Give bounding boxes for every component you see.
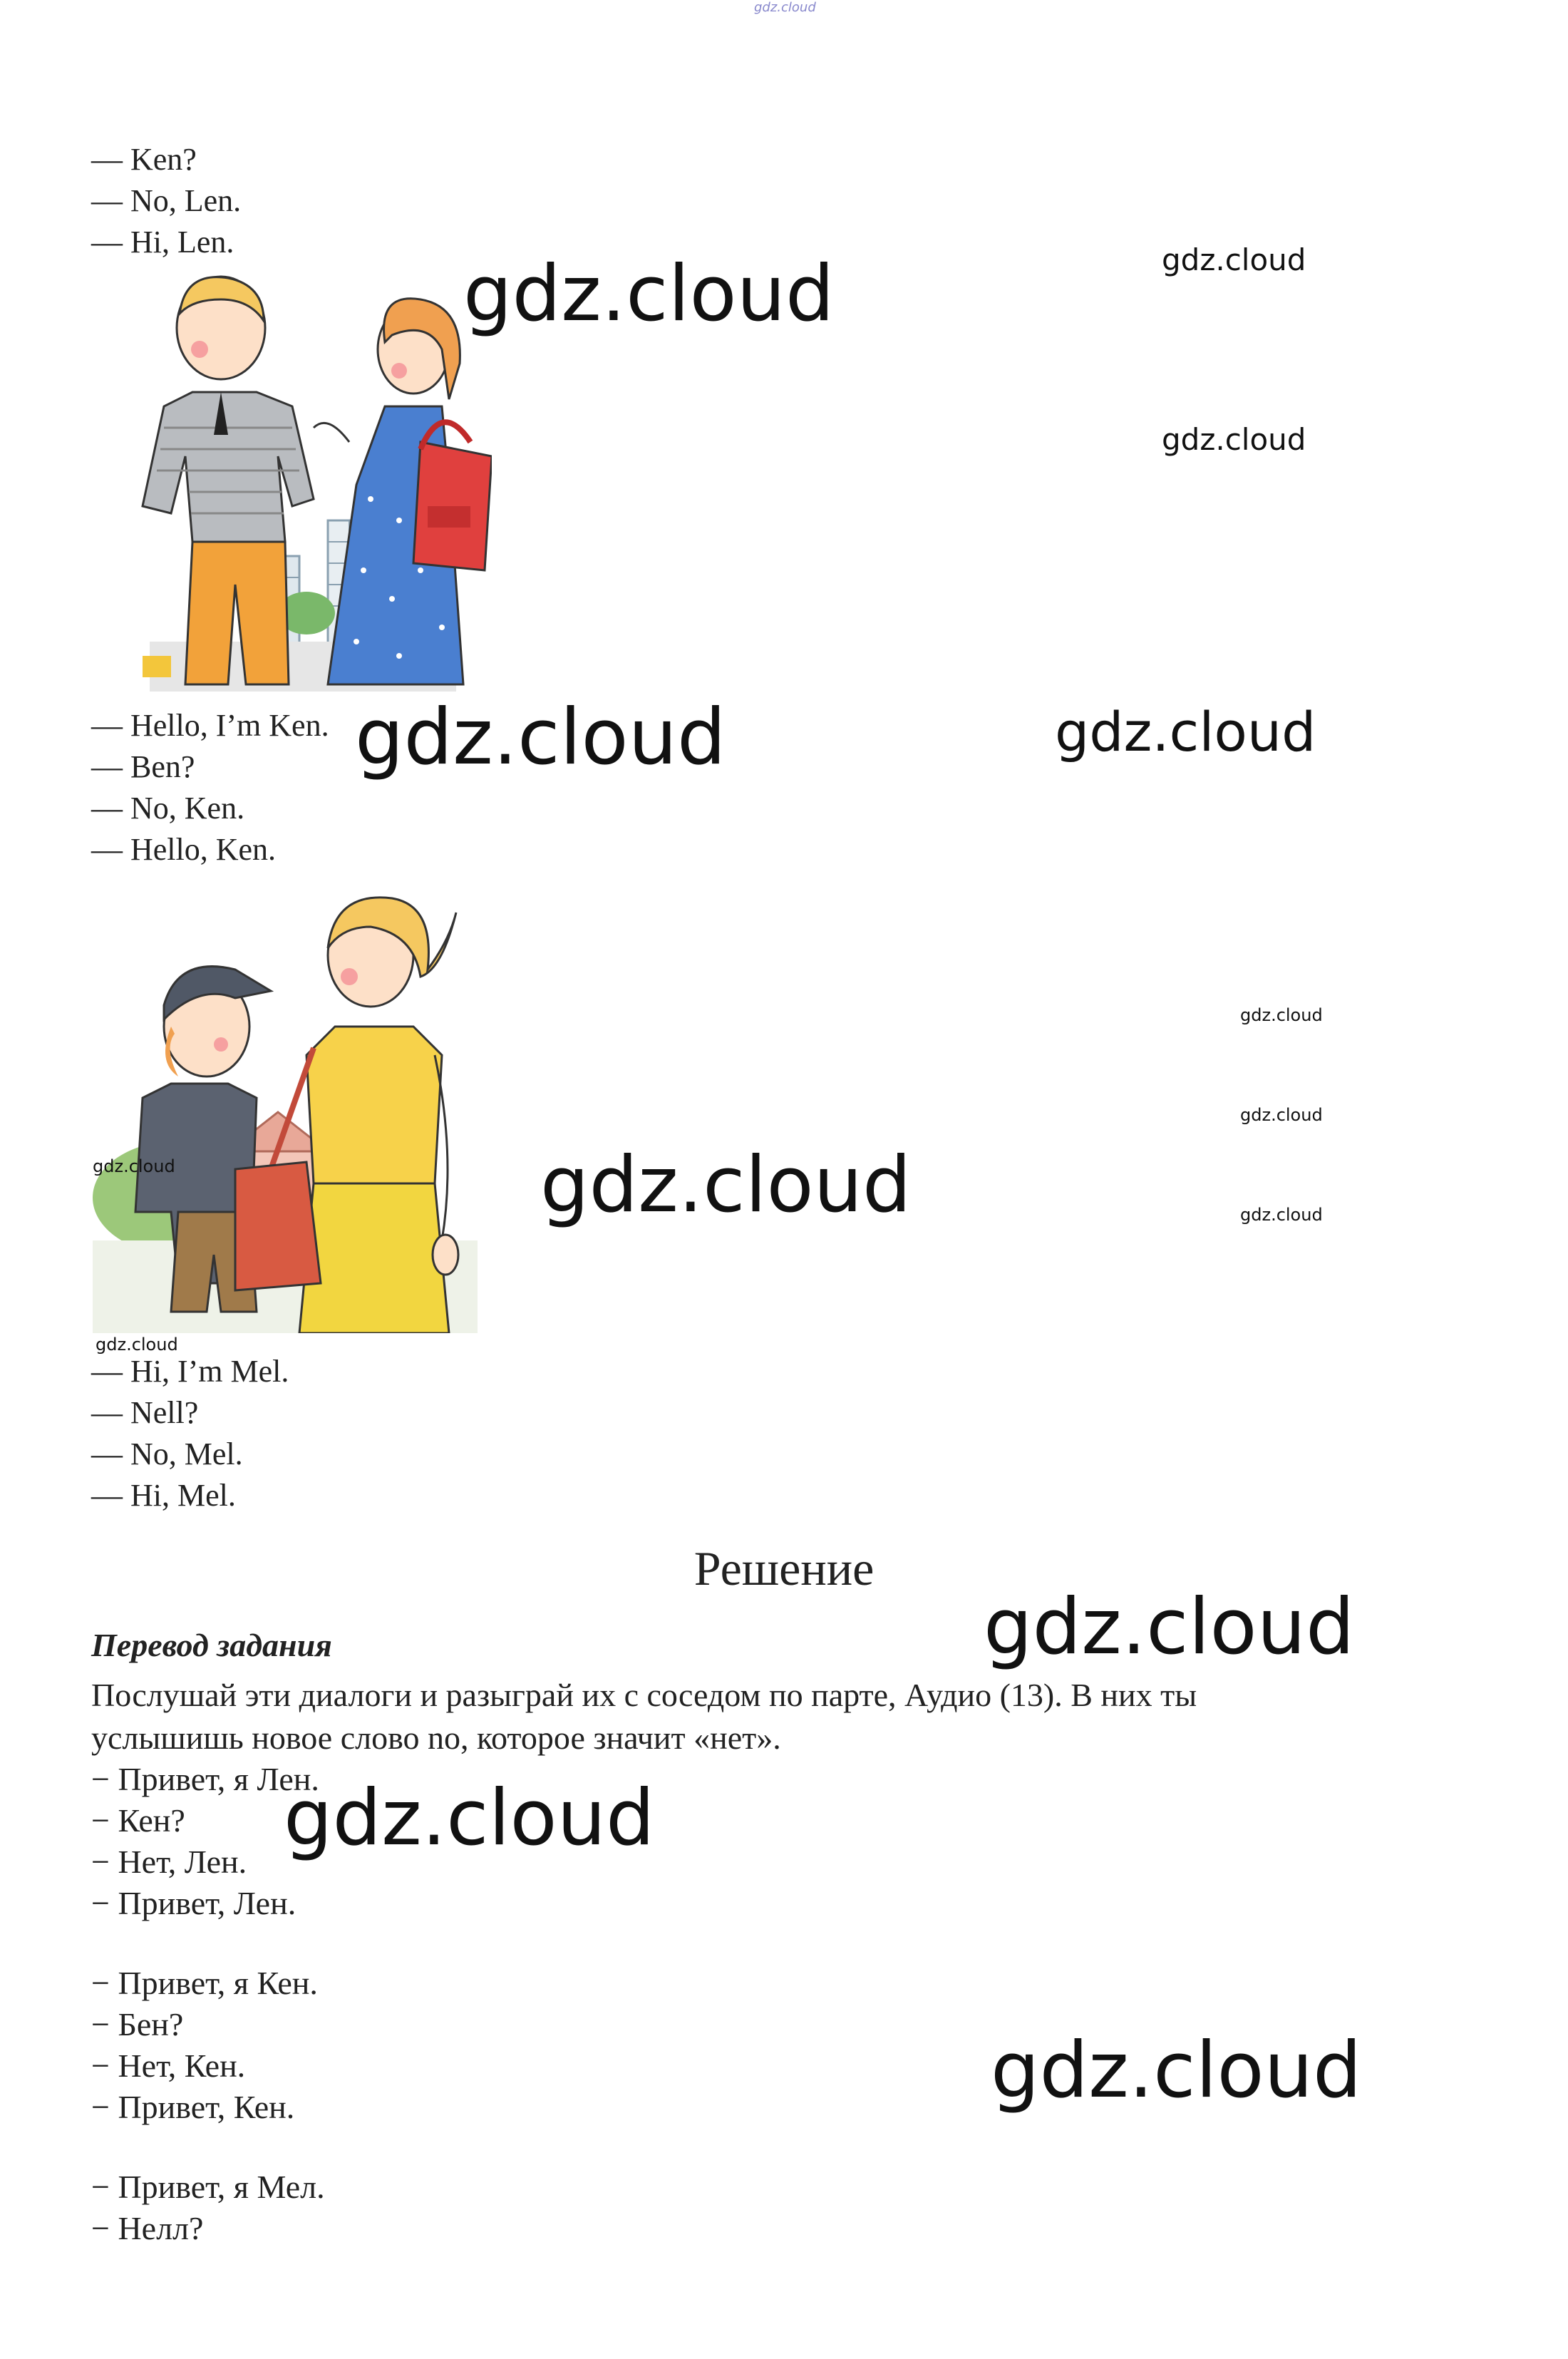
ru-dialog2-line: − Бен? — [91, 2006, 184, 2042]
boy-and-girl-talking-illustration — [114, 271, 492, 699]
dialog1-line: — Hi, Len. — [91, 225, 234, 259]
watermark: gdz.cloud — [984, 1583, 1355, 1672]
ru-dialog3-line: − Привет, я Мел. — [91, 2169, 325, 2205]
solution-heading: Решение — [693, 1541, 875, 1595]
watermark: gdz.cloud — [96, 1335, 178, 1355]
ru-dialog2-line: − Привет, Кен. — [91, 2089, 295, 2125]
watermark: gdz.cloud — [284, 1774, 655, 1863]
dialog2-line: — Hello, I’m Ken. — [91, 708, 329, 743]
dialog1-line: — No, Len. — [91, 183, 242, 218]
watermark: gdz.cloud — [463, 250, 835, 339]
watermark: gdz.cloud — [1162, 242, 1306, 277]
ru-dialog2-line: − Привет, я Кен. — [91, 1965, 318, 2001]
dialog2-line: — Ben? — [91, 749, 195, 784]
watermark: gdz.cloud — [540, 1141, 912, 1230]
watermark: gdz.cloud — [1240, 1205, 1323, 1225]
watermark-top: gdz.cloud — [754, 0, 816, 15]
watermark: gdz.cloud — [1055, 700, 1316, 764]
watermark: gdz.cloud — [1240, 1105, 1323, 1125]
dialog2-line: — No, Ken. — [91, 791, 245, 826]
ru-dialog3-line: − Нелл? — [91, 2210, 204, 2246]
ru-dialog1-line: − Привет, Лен. — [91, 1885, 296, 1921]
watermark: gdz.cloud — [93, 1156, 175, 1176]
ru-dialog1-line: − Нет, Лен. — [91, 1844, 247, 1880]
watermark: gdz.cloud — [1240, 1005, 1323, 1025]
ru-dialog1-line: − Привет, я Лен. — [91, 1761, 319, 1797]
watermark: gdz.cloud — [1162, 422, 1306, 457]
ru-dialog2-line: − Нет, Кен. — [91, 2047, 246, 2084]
instruction-text-line1: Послушай эти диалоги и разыграй их с соседом по парте, Аудио (13). В них ты — [91, 1677, 1197, 1713]
dialog1-line: — Ken? — [91, 142, 197, 177]
watermark: gdz.cloud — [991, 2026, 1362, 2115]
ru-dialog1-line: − Кен? — [91, 1802, 185, 1839]
watermark: gdz.cloud — [355, 693, 726, 782]
child-and-woman-talking-illustration — [93, 884, 478, 1333]
dialog3-line: — No, Mel. — [91, 1437, 243, 1471]
dialog2-line: — Hello, Ken. — [91, 832, 277, 867]
instruction-text-line2: услышишь новое слово no, которое значит «нет». — [91, 1720, 781, 1756]
translation-subheading: Перевод задания — [91, 1627, 332, 1663]
dialog3-line: — Nell? — [91, 1395, 199, 1430]
dialog3-line: — Hi, Mel. — [91, 1478, 236, 1513]
dialog3-line: — Hi, I’m Mel. — [91, 1354, 289, 1389]
